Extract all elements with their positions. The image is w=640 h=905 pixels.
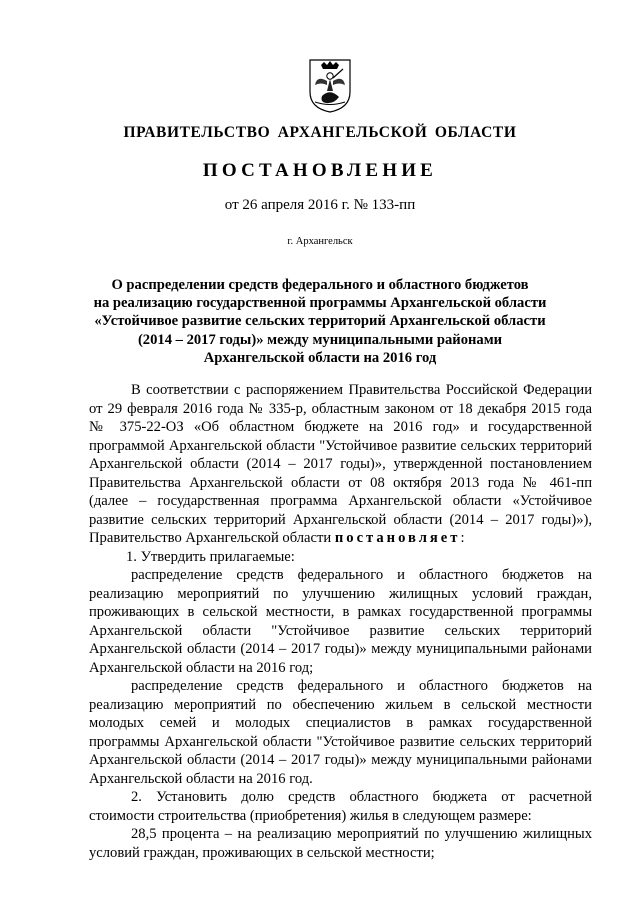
government-title: ПРАВИТЕЛЬСТВО АРХАНГЕЛЬСКОЙ ОБЛАСТИ [123, 124, 517, 141]
preamble-line: развитие сельских территорий Архангельской области (2014 – 2017 годы)»), [89, 511, 592, 528]
item1b-line: молодых семей и молодых специалистов в рамках государственной [89, 715, 592, 731]
item1a-line: реализацию мероприятий по улучшению жилищных условий граждан, [89, 585, 592, 602]
preamble-line: Правительства Архангельской области от 08 октября 2013 года № 461-пп [89, 474, 592, 491]
document-type: ПОСТАНОВЛЕНИЕ [202, 160, 438, 181]
document-date-number: от 26 апреля 2016 г. № 133-пп [224, 197, 416, 213]
item2-line: 2. Установить долю средств областного бюджета от расчетной [131, 789, 592, 805]
item1b-line: Архангельской области на 2016 год. [89, 770, 313, 787]
item1a-line: проживающих в сельской местности, в рамках государственной программы [89, 604, 592, 620]
heading-line: Архангельской области на 2016 год [203, 349, 437, 366]
item1a-line: Архангельской области (2014 – 2017 годы)» между муниципальными районами [89, 641, 592, 657]
item2-line: стоимости строительства (приобретения) жилья в следующем размере: [89, 807, 532, 824]
preamble-line: от 29 февраля 2016 года № 335-р, областным законом от 18 декабря 2015 года [89, 400, 592, 417]
heading-line: «Устойчивое развитие сельских территорий Архангельской области [94, 313, 546, 330]
heading-line: (2014 – 2017 годы)» между муниципальными районами [137, 331, 503, 348]
preamble-line: (далее – государственная программа Архангельской области «Устойчивое [89, 493, 592, 509]
item2a-line: 28,5 процента – на реализацию мероприятий по улучшению жилищных [131, 826, 592, 842]
preamble-line: В соответствии с распоряжением Правительства Российской Федерации [131, 382, 592, 398]
item1b-line: Архангельской области (2014 – 2017 годы)» между муниципальными районами [89, 752, 592, 768]
document-heading [90, 276, 550, 367]
item1a-line: Архангельской области "Устойчивое развитие сельских территорий [89, 622, 592, 639]
item2a-line: условий граждан, проживающих в сельской местности; [89, 844, 435, 861]
preamble-line: № 375-22-ОЗ «Об областном бюджете на 2016 год» и государственной [89, 419, 592, 435]
decision-suffix: : [460, 530, 465, 546]
item1b-line: реализацию мероприятий по обеспечению жильем в сельской местности [89, 696, 592, 713]
item1b-line: программы Архангельской области "Устойчивое развитие сельских территорий [89, 733, 592, 750]
decision-prefix: Правительство Архангельской области [89, 530, 335, 546]
decision-word: постановляет [334, 530, 461, 546]
item1a-line: Архангельской области на 2016 год; [89, 659, 314, 676]
document-city: г. Архангельск [287, 236, 353, 247]
heading-line: на реализацию государственной программы Архангельской области [93, 295, 547, 312]
preamble-line: программой Архангельской области "Устойчивое развитие сельских территорий [89, 437, 592, 454]
item1a-line: распределение средств федерального и областного бюджетов на [131, 567, 592, 583]
decision-line [89, 529, 592, 548]
document-body [89, 381, 592, 862]
item1b-line: распределение средств федерального и областного бюджетов на [131, 678, 592, 694]
heading-line: О распределении средств федерального и областного бюджетов [111, 277, 529, 293]
coat-of-arms-emblem [308, 58, 352, 114]
preamble-line: Архангельской области (2014 – 2017 годы)», утвержденной постановлением [89, 456, 592, 472]
item1-title: 1. Утвердить прилагаемые: [126, 548, 295, 565]
